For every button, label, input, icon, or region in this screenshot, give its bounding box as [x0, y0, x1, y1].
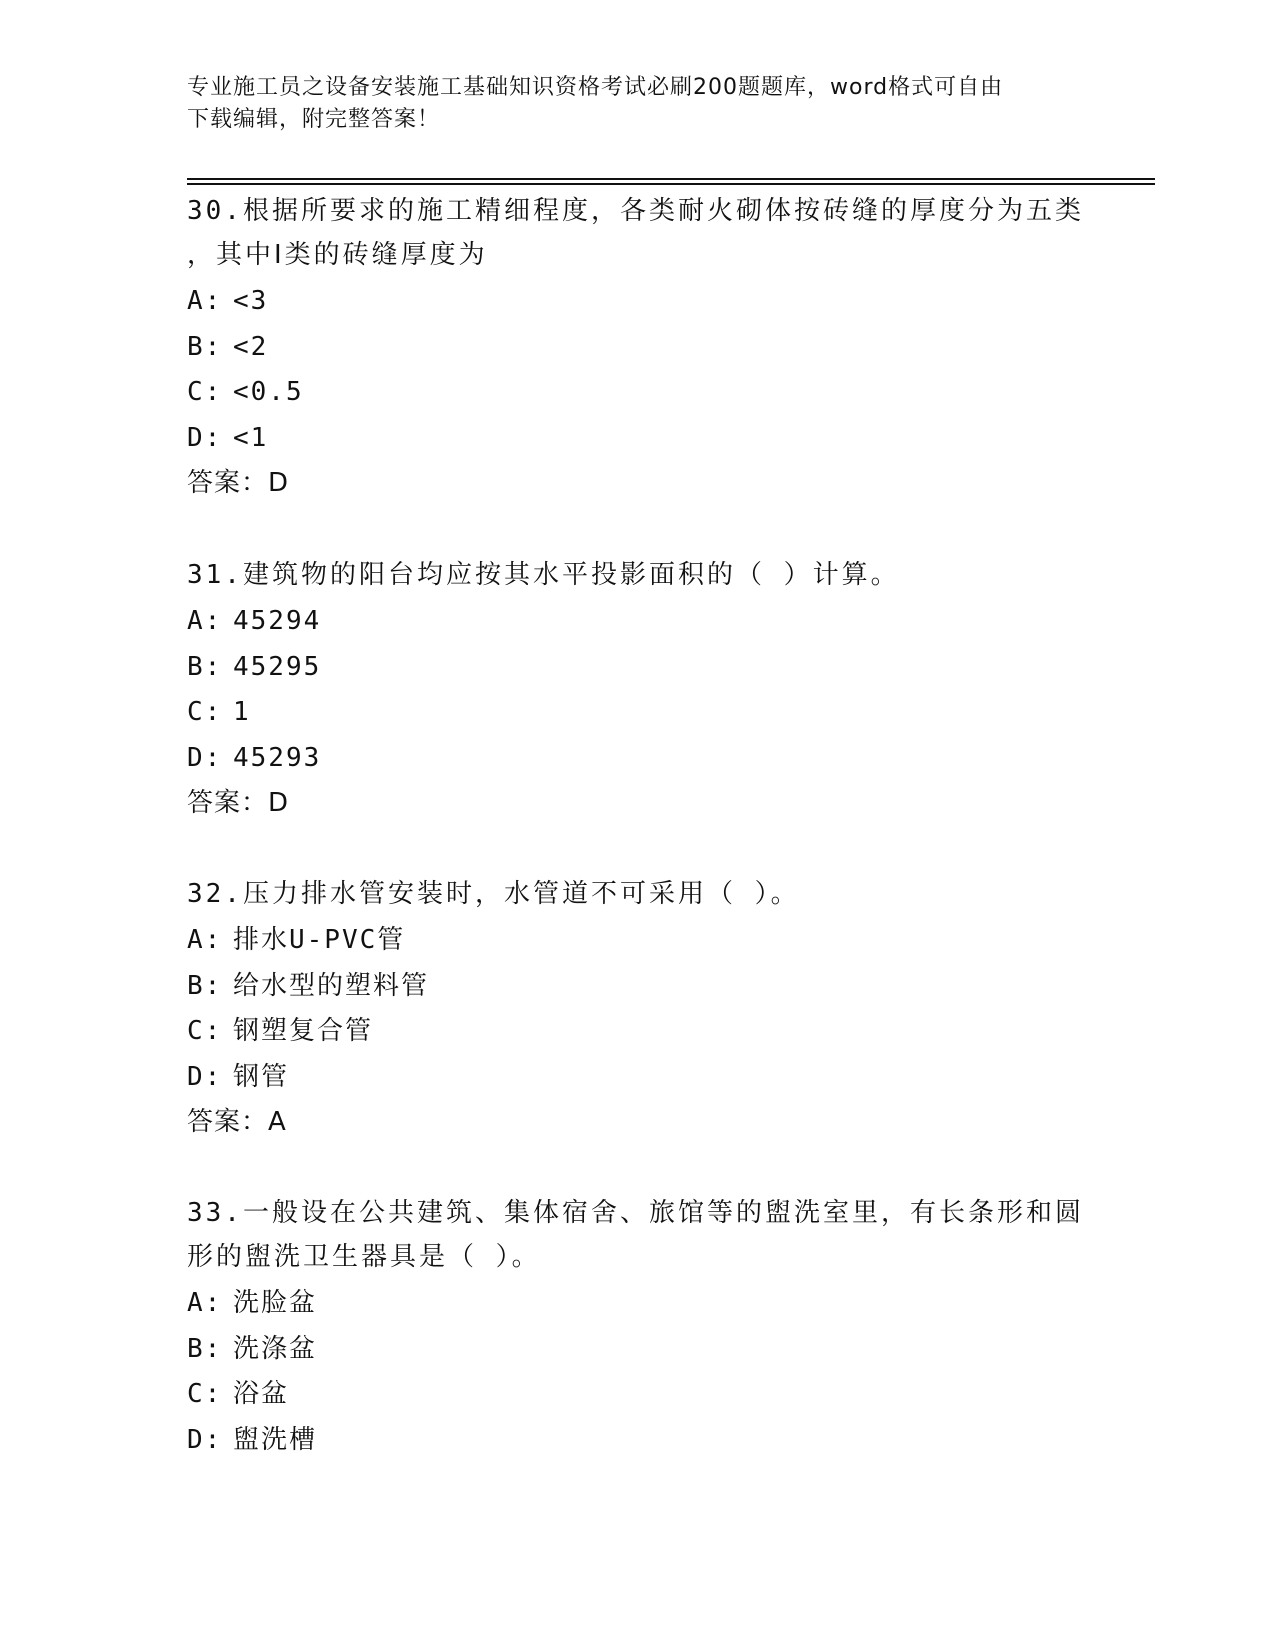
question-title-line-1: 32.压力排水管安装时，水管道不可采用（ ）。: [187, 879, 800, 909]
option-key: A:: [187, 1288, 223, 1318]
question-title: [187, 189, 1087, 277]
option-key: C:: [187, 1016, 223, 1046]
option-key: B:: [187, 970, 223, 1001]
header-divider-top: [187, 178, 1155, 180]
option-text: 浴盆: [233, 1379, 290, 1409]
option-key: C:: [187, 1379, 223, 1409]
question-title-line-1: 30.根据所要求的施工精细程度，各类耐火砌体按砖缝的厚度分为五类: [187, 196, 1084, 226]
option-text: <1: [233, 422, 269, 453]
option-d: [187, 1418, 1087, 1464]
option-key: B:: [187, 1333, 223, 1364]
option-text: <0.5: [233, 377, 304, 407]
option-b: [187, 645, 1087, 691]
option-key: D:: [187, 742, 223, 773]
option-a: [187, 1281, 1087, 1327]
question-title: [187, 553, 1087, 597]
option-key: A:: [187, 606, 223, 636]
option-text: 洗涤盆: [233, 1333, 318, 1364]
option-key: A:: [187, 286, 223, 316]
option-key: C:: [187, 377, 223, 407]
option-text: 排水U-PVC管: [233, 925, 406, 955]
option-c: [187, 1009, 1087, 1055]
option-text: 钢管: [233, 1061, 290, 1092]
option-a: [187, 918, 1087, 964]
header-line-1: 专业施工员之设备安装施工基础知识资格考试必刷200题题库，word格式可自由: [187, 75, 1004, 100]
answer-label: 答案：D: [187, 468, 290, 498]
option-d: [187, 416, 1087, 462]
question-30: [187, 189, 1087, 505]
question-32: [187, 872, 1087, 1144]
question-title: [187, 1191, 1087, 1279]
option-text: 钢塑复合管: [233, 1016, 374, 1046]
option-text: <3: [233, 286, 269, 316]
option-text: <2: [233, 331, 269, 362]
option-key: D:: [187, 1424, 223, 1455]
question-title: [187, 872, 1087, 916]
option-key: A:: [187, 925, 223, 955]
question-title-line-2: 形的盥洗卫生器具是（ ）。: [187, 1242, 541, 1272]
option-key: D:: [187, 422, 223, 453]
option-text: 给水型的塑料管: [233, 970, 430, 1001]
option-text: 45294: [233, 606, 322, 636]
option-c: [187, 370, 1087, 416]
option-c: [187, 690, 1087, 736]
question-33: [187, 1191, 1087, 1463]
question-title-line-1: 33.一般设在公共建筑、集体宿舍、旅馆等的盥洗室里，有长条形和圆: [187, 1198, 1084, 1228]
option-b: [187, 325, 1087, 371]
question-31: [187, 553, 1087, 825]
option-text: 45293: [233, 742, 322, 773]
option-c: [187, 1372, 1087, 1418]
header-divider-bottom: [187, 183, 1155, 185]
option-a: [187, 279, 1087, 325]
option-key: B:: [187, 331, 223, 362]
question-title-line-2: ，其中Ⅰ类的砖缝厚度为: [187, 240, 488, 270]
question-title-line-1: 31.建筑物的阳台均应按其水平投影面积的（ ）计算。: [187, 560, 900, 590]
option-text: 洗脸盆: [233, 1288, 318, 1318]
option-d: [187, 736, 1087, 782]
option-text: 45295: [233, 651, 322, 682]
option-text: 1: [233, 697, 251, 727]
document-header: [187, 72, 1067, 136]
option-b: [187, 964, 1087, 1010]
option-key: C:: [187, 697, 223, 727]
option-key: D:: [187, 1061, 223, 1092]
header-line-2: 下载编辑，附完整答案！: [187, 107, 441, 132]
option-key: B:: [187, 651, 223, 682]
option-b: [187, 1327, 1087, 1373]
option-text: 盥洗槽: [233, 1424, 318, 1455]
answer-label: 答案：D: [187, 788, 290, 818]
option-d: [187, 1055, 1087, 1101]
option-a: [187, 599, 1087, 645]
answer-label: 答案：A: [187, 1107, 287, 1137]
